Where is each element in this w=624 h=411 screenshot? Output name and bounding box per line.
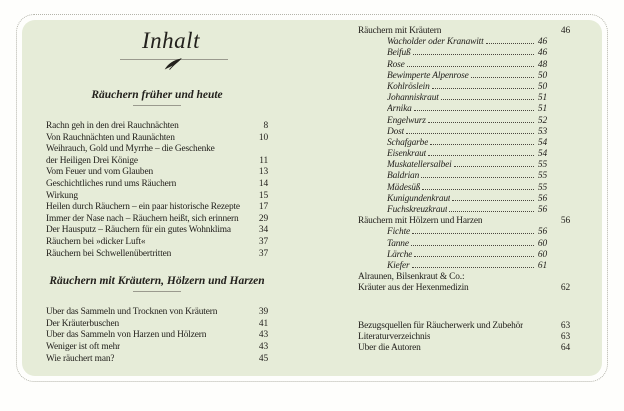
toc-entry (46, 354, 268, 366)
toc-entry (46, 319, 268, 331)
toc-entry-page: 46 (537, 37, 547, 48)
toc-page (22, 20, 602, 376)
toc-entry-label: Über die Autoren (358, 342, 421, 353)
toc-entry-label: Über das Sammeln und Trocknen von Kräutern (46, 307, 218, 318)
toc-entry (387, 261, 547, 272)
toc-entry-label: Wie räuchert man? (46, 353, 115, 364)
toc-entry (358, 283, 570, 294)
section-heading: Räuchern früher und heute (91, 89, 223, 101)
dot-leader (412, 267, 534, 268)
toc-entry (358, 332, 570, 343)
toc-entry (387, 239, 547, 250)
toc-entry-page: 63 (560, 331, 570, 342)
toc-entry-page: 63 (560, 320, 570, 331)
section-underline (133, 105, 181, 106)
toc-entry-page: 55 (537, 171, 547, 182)
section-entries (46, 121, 268, 260)
toc-entry-page: 37 (258, 248, 268, 259)
dot-leader (428, 122, 534, 123)
toc-entry-page: 60 (537, 238, 547, 249)
right-page-entries (358, 26, 570, 354)
toc-entry (387, 183, 547, 194)
toc-entry-page: 50 (537, 70, 547, 81)
toc-entry (358, 321, 570, 332)
toc-entry-page: 60 (537, 249, 547, 260)
page-title: Inhalt (142, 28, 200, 53)
toc-entry (387, 160, 547, 171)
toc-entry (387, 116, 547, 127)
toc-entry-page: 46 (560, 26, 570, 36)
toc-entry (387, 250, 547, 261)
toc-entry-page: 48 (537, 59, 547, 70)
toc-entry (46, 144, 268, 156)
toc-entry-label: Weihrauch, Gold und Myrrhe – die Geschenke (46, 144, 215, 155)
toc-entry (387, 48, 547, 59)
toc-entry-label: Immer der Nase nach – Räuchern heißt, sich erinnern (46, 213, 239, 224)
toc-entry-label: Mädesüß (387, 182, 421, 193)
toc-entry-page: 55 (537, 160, 547, 171)
toc-entry-label: Kohlröslein (387, 81, 430, 92)
toc-entry-label: Räuchern mit Hölzern und Harzen (358, 216, 483, 227)
toc-entry (387, 194, 547, 205)
toc-entry-page: 11 (259, 155, 268, 166)
toc-entry-page: 14 (258, 178, 268, 189)
toc-entry-page: 56 (537, 193, 547, 204)
toc-entry-page: 56 (537, 205, 547, 215)
toc-entry (358, 343, 570, 354)
toc-entry (46, 214, 268, 226)
dot-leader (407, 66, 534, 67)
toc-entry-page: 51 (537, 104, 547, 115)
toc-entry (387, 60, 547, 71)
toc-entry (46, 249, 268, 261)
left-page-column (46, 28, 268, 365)
toc-entry (387, 93, 547, 104)
section-underline (133, 291, 181, 292)
toc-entry-page: 34 (258, 225, 268, 236)
toc-entry-label: Wacholder oder Kranawitt (387, 37, 484, 48)
dot-leader (454, 166, 534, 167)
toc-entry-label: Der Hausputz – Räuchern für ein gutes Wohnklima (46, 225, 231, 236)
toc-entry (46, 225, 268, 237)
toc-entry-page: 45 (258, 353, 268, 364)
leaf-flourish-icon (164, 57, 182, 71)
dot-leader (441, 99, 534, 100)
dot-leader (486, 43, 534, 44)
dot-leader (422, 189, 534, 190)
toc-entry (387, 127, 547, 138)
toc-entry (387, 82, 547, 93)
toc-entry (46, 121, 268, 133)
toc-entry-page: 43 (258, 341, 268, 352)
toc-entry (387, 227, 547, 238)
toc-entry-page: 56 (560, 216, 570, 227)
toc-entry-page: 51 (537, 93, 547, 104)
dot-leader (414, 256, 534, 257)
toc-entry-page: 15 (258, 190, 268, 201)
dot-leader (411, 245, 534, 246)
right-page-column (358, 26, 570, 354)
toc-entry-page: 41 (258, 318, 268, 329)
toc-entry (46, 307, 268, 319)
toc-entry-label: Kunigundenkraut (387, 193, 451, 204)
toc-entry-label: Vom Feuer und vom Glauben (46, 167, 153, 178)
toc-entry-label: Von Rauchnächten und Raunächten (46, 132, 175, 143)
dot-leader (406, 133, 534, 134)
toc-entry-page: 39 (258, 307, 268, 318)
toc-entry-label: Lärche (387, 249, 413, 260)
toc-entry-page: 17 (258, 202, 268, 213)
toc-entry-page: 43 (258, 330, 268, 341)
left-page-sections (46, 88, 268, 365)
dot-leader (414, 110, 534, 111)
toc-entry-page: 64 (560, 342, 570, 353)
toc-entry-page: 61 (537, 260, 547, 271)
section-heading: Räuchern mit Kräutern, Hölzern und Harzen (49, 275, 265, 288)
toc-entry (46, 156, 268, 168)
toc-entry (358, 26, 570, 37)
toc-entry-label: Kiefer (387, 260, 410, 271)
toc-entry-page: 53 (537, 126, 547, 137)
title-rule (46, 54, 268, 70)
toc-entry-page: 54 (537, 149, 547, 160)
toc-entry (387, 205, 547, 216)
toc-entry-page: 54 (537, 137, 547, 148)
toc-entry-label: Tanne (387, 238, 409, 249)
dot-leader (430, 144, 534, 145)
toc-entry-label: Fuchskreuzkraut (387, 205, 448, 215)
toc-entry-label: Eisenkraut (387, 149, 427, 160)
toc-entry-page: 46 (537, 48, 547, 59)
toc-entry-label: Räuchern mit Kräutern (358, 26, 442, 36)
toc-entry (46, 202, 268, 214)
toc-section (46, 88, 268, 260)
dot-leader (432, 88, 534, 89)
toc-entry (46, 191, 268, 203)
toc-entry-page: 50 (537, 81, 547, 92)
dot-leader (421, 177, 534, 178)
toc-entry (46, 330, 268, 342)
toc-entry-label: Schafgarbe (387, 137, 429, 148)
toc-entry-label: Beifuß (387, 48, 411, 59)
toc-entry-label: Rachn geh in den drei Rauchnächten (46, 121, 179, 131)
toc-entry (387, 138, 547, 149)
toc-entry (387, 104, 547, 115)
toc-entry-label: Räuchern bei »dicker Luft« (46, 236, 146, 247)
toc-section (46, 274, 268, 365)
toc-entry (46, 133, 268, 145)
toc-entry-label: Baldrian (387, 171, 420, 182)
toc-entry (358, 216, 570, 227)
dot-leader (452, 200, 534, 201)
toc-entry-label: Geschichtliches rund ums Räuchern (46, 178, 177, 189)
toc-entry-label: Heilen durch Räuchern – ein paar historische Rezepte (46, 202, 240, 213)
toc-entry (387, 171, 547, 182)
toc-entry-page: 10 (258, 132, 268, 143)
toc-entry-label: Kräuter aus der Hexenmedizin (358, 283, 469, 294)
toc-entry-page: 8 (263, 121, 268, 131)
dot-leader (428, 155, 534, 156)
toc-entry-page: 37 (258, 236, 268, 247)
toc-entry-page: 56 (537, 227, 547, 238)
toc-entry-page: 55 (537, 182, 547, 193)
toc-entry-label: Alraunen, Bilsenkraut & Co.: (358, 272, 465, 283)
section-gap (358, 295, 570, 321)
toc-entry (387, 149, 547, 160)
toc-entry-label: der Heiligen Drei Könige (46, 155, 138, 166)
toc-entry (46, 179, 268, 191)
dot-leader (412, 233, 534, 234)
toc-entry-label: Weniger ist oft mehr (46, 341, 121, 352)
toc-entry-page: 13 (258, 167, 268, 178)
dot-leader (413, 54, 534, 55)
toc-entry (387, 71, 547, 82)
toc-entry-label: Fichte (387, 227, 411, 238)
toc-entry-label: Der Kräuterbuschen (46, 318, 120, 329)
toc-entry-label: Arnika (387, 104, 412, 115)
toc-entry (358, 272, 570, 283)
section-entries (46, 307, 268, 365)
toc-entry-label: Bezugsquellen für Räucherwerk und Zubehör (358, 320, 524, 331)
toc-entry (387, 37, 547, 48)
toc-entry-label: Bewimperte Alpenrose (387, 70, 469, 81)
toc-entry-label: Johanniskraut (387, 93, 439, 104)
toc-entry-label: Muskatellersalbei (387, 160, 452, 171)
toc-entry-page: 62 (560, 283, 570, 294)
toc-entry-label: Über das Sammeln von Harzen und Hölzern (46, 330, 207, 341)
toc-entry (46, 342, 268, 354)
toc-entry-label: Literaturverzeichnis (358, 331, 431, 342)
toc-entry (46, 237, 268, 249)
toc-entry-label: Dost (387, 126, 405, 137)
toc-entry-page: 29 (258, 213, 268, 224)
toc-entry-page: 52 (537, 115, 547, 126)
toc-entry-label: Engelwurz (387, 115, 426, 126)
toc-entry-label: Räuchern bei Schwellenübertritten (46, 248, 172, 259)
toc-entry-label: Rose (387, 59, 405, 70)
toc-entry (46, 167, 268, 179)
toc-entry-label: Wirkung (46, 190, 78, 201)
dot-leader (471, 77, 534, 78)
dot-leader (449, 211, 534, 212)
